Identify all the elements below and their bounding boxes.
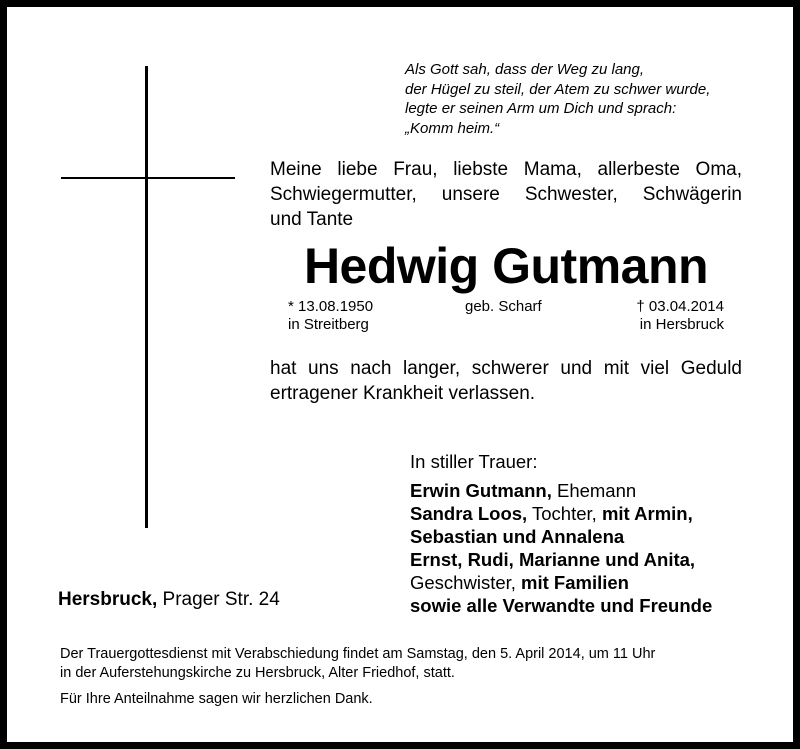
poem-line: der Hügel zu steil, der Atem zu schwer wurde,	[405, 80, 711, 98]
cross-icon-vertical-bar	[145, 66, 148, 528]
address-street: Prager Str. 24	[157, 589, 280, 610]
mourner-row: sowie alle Verwandte und Freunde	[410, 595, 713, 616]
mourners-list	[410, 450, 770, 617]
poem-line: „Komm heim.“	[405, 119, 500, 137]
family-address	[58, 588, 280, 611]
maiden-name-text: geb. Scharf	[465, 298, 542, 315]
birth-info	[288, 298, 373, 334]
intro-line: Meine liebe Frau, liebste Mama, allerbeste Oma,	[270, 159, 742, 180]
birth-place: in Streitberg	[288, 316, 369, 333]
funeral-service-info	[60, 645, 750, 683]
address-town: Hersbruck,	[58, 589, 158, 610]
intro-text	[270, 157, 742, 232]
maiden-name	[465, 298, 542, 316]
mourner-row	[410, 502, 770, 525]
mourner-row: Sebastian und Annalena	[410, 526, 625, 547]
deceased-name: Hedwig Gutmann	[303, 238, 709, 294]
mourner-row	[410, 479, 770, 502]
thanks-note: Für Ihre Anteilnahme sagen wir herzlichen Dank.	[60, 691, 373, 707]
mourners-label: In stiller Trauer:	[410, 451, 538, 472]
mourner-row	[410, 571, 770, 594]
mourner-name: mit Familien	[521, 572, 629, 593]
mourner-name: mit Armin,	[601, 503, 693, 524]
passing-line: hat uns nach langer, schwerer und mit viel Geduld	[270, 358, 742, 379]
death-date: † 03.04.2014	[636, 298, 724, 315]
passing-text	[270, 356, 742, 406]
mourner-relation: Geschwister,	[410, 572, 522, 593]
poem-line: Als Gott sah, dass der Weg zu lang,	[405, 61, 645, 78]
cross-icon-horizontal-bar	[61, 177, 235, 179]
birth-date: * 13.08.1950	[288, 298, 374, 315]
mourner-name: Sandra Loos,	[410, 503, 528, 524]
mourner-relation: Ehemann	[551, 480, 637, 501]
mourner-name: Erwin Gutmann,	[410, 480, 552, 501]
intro-line: und Tante	[270, 209, 354, 230]
service-line: in der Auferstehungskirche zu Hersbruck, Alter Friedhof, statt.	[60, 665, 455, 681]
mourner-row: Ernst, Rudi, Marianne und Anita,	[410, 549, 696, 570]
death-info	[600, 298, 724, 334]
intro-line: Schwiegermutter, unsere Schwester, Schwägerin	[270, 184, 742, 205]
memorial-poem	[405, 60, 755, 138]
service-line: Der Trauergottesdienst mit Verabschiedung findet am Samstag, den 5. April 2014, um 11 Uhr	[60, 646, 656, 662]
passing-line: ertragener Krankheit verlassen.	[270, 383, 536, 404]
poem-line: legte er seinen Arm um Dich und sprach:	[405, 100, 677, 117]
death-place: in Hersbruck	[639, 316, 724, 333]
mourner-relation: Tochter,	[527, 503, 602, 524]
